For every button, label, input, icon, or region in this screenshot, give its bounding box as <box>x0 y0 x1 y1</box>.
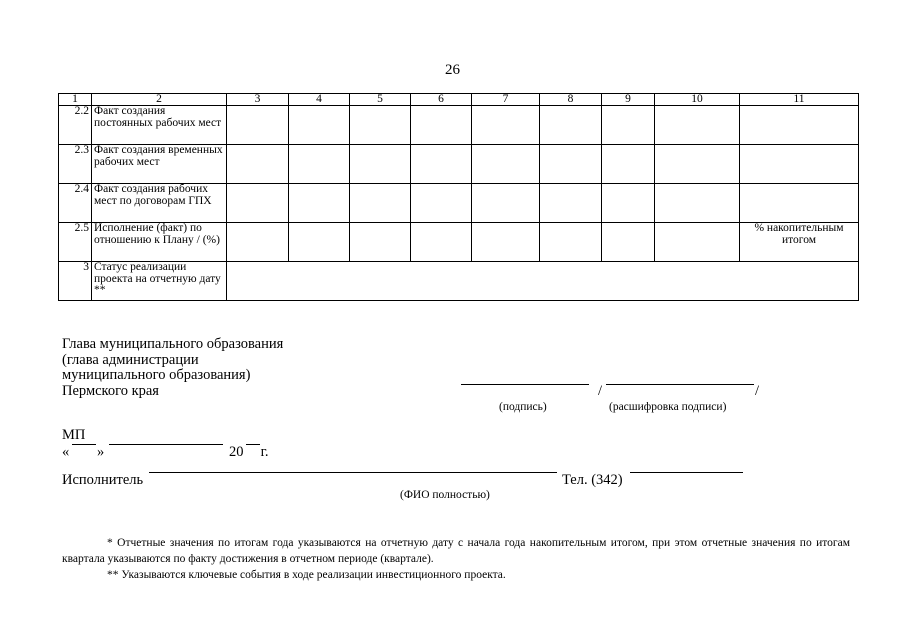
column-header: 10 <box>655 94 740 106</box>
table-cell <box>289 223 350 262</box>
row-label: Факт создания постоянных рабочих мест <box>92 106 227 145</box>
table-cell <box>602 184 655 223</box>
table-cell <box>540 106 602 145</box>
report-table <box>58 93 859 301</box>
table-row-status <box>59 262 859 301</box>
signatory-title <box>62 337 283 399</box>
table-cell <box>540 145 602 184</box>
date-close-quote: » <box>97 444 105 460</box>
table-cell <box>411 184 472 223</box>
signatory-title-line: муниципального образования) <box>62 367 251 383</box>
phone-line <box>630 472 743 473</box>
row-note <box>740 145 859 184</box>
phone-label: Тел. (342) <box>562 472 623 488</box>
column-header: 6 <box>411 94 472 106</box>
row-number: 3 <box>59 262 92 301</box>
row-note: % накопительным итогом <box>740 223 859 262</box>
table-cell <box>350 223 411 262</box>
signature-caption: (подпись) <box>499 401 547 413</box>
column-header: 4 <box>289 94 350 106</box>
table-cell <box>472 106 540 145</box>
table-cell <box>227 106 289 145</box>
footnotes <box>62 535 850 583</box>
row-label: Статус реализации проекта на отчетную дату ** <box>92 262 227 301</box>
row-number: 2.3 <box>59 145 92 184</box>
table-cell <box>472 145 540 184</box>
table-cell <box>227 145 289 184</box>
column-header: 8 <box>540 94 602 106</box>
table-cell <box>289 106 350 145</box>
signatory-title-line: Глава муниципального образования <box>62 336 284 352</box>
month-line <box>109 444 223 445</box>
fio-caption: (ФИО полностью) <box>400 489 490 501</box>
table-cell <box>227 184 289 223</box>
row-label: Факт создания рабочих мест по договорам ГПХ <box>92 184 227 223</box>
table-header-row <box>59 94 859 106</box>
footnote-1: * Отчетные значения по итогам года указываются на отчетную дату с начала года накопительным итогом, при этом отчетные значения по итогам квартала указываются по факту достижения в отчетном периоде (квартале). <box>62 537 850 565</box>
table-cell <box>350 106 411 145</box>
date-open-quote: « <box>62 444 70 460</box>
table-cell <box>411 106 472 145</box>
row-number: 2.4 <box>59 184 92 223</box>
signatory-title-line: Пермского края <box>62 382 159 399</box>
decoding-line <box>606 384 754 385</box>
table-cell <box>350 145 411 184</box>
column-header: 1 <box>59 94 92 106</box>
row-number: 2.2 <box>59 106 92 145</box>
table-cell <box>602 223 655 262</box>
row-label: Исполнение (факт) по отношению к Плану / (%) <box>92 223 227 262</box>
executor-label: Исполнитель <box>62 472 144 488</box>
table-cell <box>540 184 602 223</box>
year-suffix: г. <box>257 444 269 460</box>
year-prefix: 20 <box>229 444 244 460</box>
page-number: 26 <box>445 62 460 78</box>
column-header: 5 <box>350 94 411 106</box>
table-cell <box>655 223 740 262</box>
signatory-title-line: (глава администрации <box>62 351 199 368</box>
table-cell <box>602 145 655 184</box>
slash: / <box>598 383 603 399</box>
table-cell <box>472 184 540 223</box>
row-label: Факт создания временных рабочих мест <box>92 145 227 184</box>
slash: / <box>755 383 760 399</box>
column-header: 2 <box>92 94 227 106</box>
table-cell <box>655 145 740 184</box>
table-cell <box>655 106 740 145</box>
table-cell <box>602 106 655 145</box>
row-note <box>740 184 859 223</box>
column-header: 9 <box>602 94 655 106</box>
column-header: 7 <box>472 94 540 106</box>
table-cell <box>289 184 350 223</box>
table-row <box>59 145 859 184</box>
column-header: 3 <box>227 94 289 106</box>
table-cell <box>540 223 602 262</box>
stamp-mark: МП <box>62 427 86 443</box>
column-header: 11 <box>740 94 859 106</box>
table-cell <box>411 145 472 184</box>
day-line <box>72 444 96 445</box>
footnote-2: ** Указываются ключевые события в ходе реализации инвестиционного проекта. <box>107 569 506 581</box>
signature-line <box>461 384 589 385</box>
table-cell <box>289 145 350 184</box>
table-cell <box>227 223 289 262</box>
table-row <box>59 184 859 223</box>
table-cell <box>350 184 411 223</box>
row-note <box>740 106 859 145</box>
row-number: 2.5 <box>59 223 92 262</box>
table-cell <box>655 184 740 223</box>
table-row <box>59 223 859 262</box>
table-row <box>59 106 859 145</box>
decoding-caption: (расшифровка подписи) <box>609 401 727 413</box>
table-cell <box>411 223 472 262</box>
executor-name-line <box>149 472 557 473</box>
table-cell <box>472 223 540 262</box>
status-cell <box>227 262 859 301</box>
